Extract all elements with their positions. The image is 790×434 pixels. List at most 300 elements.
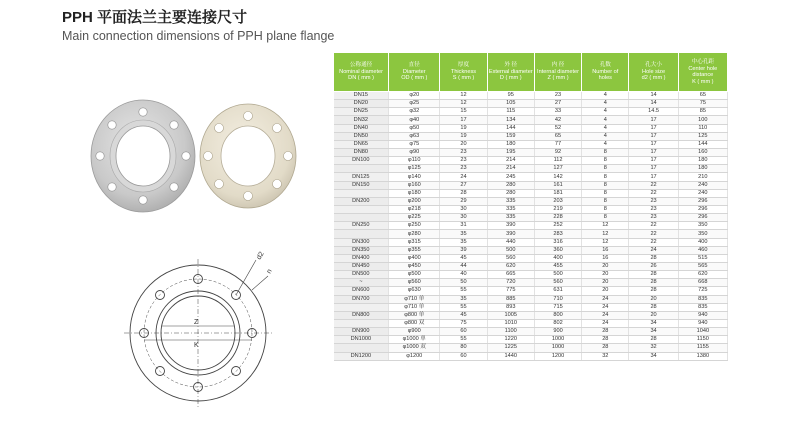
table-cell: 12 xyxy=(582,238,629,246)
nominal-diameter-cell xyxy=(334,230,389,238)
table-cell: 127 xyxy=(534,165,581,173)
nominal-diameter-cell: DN700 xyxy=(334,295,389,303)
table-cell: 8 xyxy=(582,148,629,156)
table-cell: 34 xyxy=(629,352,678,360)
table-cell: φ50 xyxy=(389,124,440,132)
label-k: K xyxy=(194,342,199,349)
table-cell: 715 xyxy=(534,303,581,311)
table-cell: 1155 xyxy=(678,344,727,352)
nominal-diameter-cell: DN65 xyxy=(334,140,389,148)
table-cell: 181 xyxy=(534,189,581,197)
table-cell: 195 xyxy=(487,148,534,156)
table-cell: 65 xyxy=(534,132,581,140)
table-row xyxy=(334,262,728,270)
table-cell: 180 xyxy=(678,157,727,165)
table-cell: 23 xyxy=(440,148,487,156)
column-header xyxy=(334,53,389,92)
table-cell: 8 xyxy=(582,173,629,181)
table-cell: 4 xyxy=(582,140,629,148)
column-header-line: 直径 xyxy=(408,62,420,69)
column-header-line: Z ( mm ) xyxy=(547,75,569,82)
table-cell: 50 xyxy=(440,279,487,287)
table-cell: 8 xyxy=(582,205,629,213)
table-cell: 14.5 xyxy=(629,108,678,116)
table-cell: φ225 xyxy=(389,214,440,222)
nominal-diameter-cell: DN50 xyxy=(334,132,389,140)
table-cell: 14 xyxy=(629,100,678,108)
table-cell: 35 xyxy=(440,238,487,246)
table-cell: 31 xyxy=(440,222,487,230)
table-cell: 144 xyxy=(678,140,727,148)
table-cell: 620 xyxy=(678,271,727,279)
table-row xyxy=(334,132,728,140)
table-cell: φ1200 xyxy=(389,352,440,360)
table-body xyxy=(334,92,728,361)
table-cell: 80 xyxy=(440,344,487,352)
table-row xyxy=(334,287,728,295)
table-cell: 350 xyxy=(678,222,727,230)
table-row xyxy=(334,238,728,246)
table-cell: 28 xyxy=(629,336,678,344)
table-cell: 19 xyxy=(440,132,487,140)
table-cell: φ1000 双 xyxy=(389,344,440,352)
table-cell: 296 xyxy=(678,197,727,205)
table-cell: 16 xyxy=(582,246,629,254)
table-cell: φ1000 单 xyxy=(389,336,440,344)
table-cell: 20 xyxy=(582,279,629,287)
nominal-diameter-cell: DN450 xyxy=(334,262,389,270)
table-cell: 22 xyxy=(629,238,678,246)
table-cell: 14 xyxy=(629,92,678,100)
table-cell: 27 xyxy=(534,100,581,108)
table-cell: 180 xyxy=(487,140,534,148)
table-row xyxy=(334,214,728,222)
table-cell: 8 xyxy=(582,197,629,205)
column-header xyxy=(534,53,581,92)
table-cell: 1100 xyxy=(487,328,534,336)
table-cell: 560 xyxy=(487,254,534,262)
label-d2: d2 xyxy=(255,250,266,261)
table-cell: 35 xyxy=(440,230,487,238)
table-cell: 500 xyxy=(487,246,534,254)
column-header xyxy=(582,53,629,92)
column-header-line: K ( mm ) xyxy=(692,78,714,85)
column-header-line: 内 径 xyxy=(551,62,565,69)
table-cell: 8 xyxy=(582,165,629,173)
table-cell: φ20 xyxy=(389,92,440,100)
nominal-diameter-cell: DN500 xyxy=(334,271,389,279)
table-cell: φ800 单 xyxy=(389,311,440,319)
column-header-line: holes xyxy=(598,75,612,82)
nominal-diameter-cell: DN80 xyxy=(334,148,389,156)
table-cell: 159 xyxy=(487,132,534,140)
table-cell: φ400 xyxy=(389,254,440,262)
table-cell: 23 xyxy=(629,197,678,205)
table-cell: 631 xyxy=(534,287,581,295)
nominal-diameter-cell: DN350 xyxy=(334,246,389,254)
table-row xyxy=(334,140,728,148)
table-cell: 32 xyxy=(582,352,629,360)
table-cell: 28 xyxy=(582,344,629,352)
table-row xyxy=(334,100,728,108)
table-cell: 17 xyxy=(629,124,678,132)
table-cell: 1010 xyxy=(487,319,534,327)
table-cell: 29 xyxy=(440,197,487,205)
table-row xyxy=(334,157,728,165)
table-cell: 203 xyxy=(534,197,581,205)
table-cell: 125 xyxy=(678,132,727,140)
table-cell: φ180 xyxy=(389,189,440,197)
table-cell: 32 xyxy=(629,344,678,352)
table-cell: 20 xyxy=(440,140,487,148)
table-cell: φ560 xyxy=(389,279,440,287)
page-title: PPH 平面法兰主要连接尺寸 xyxy=(62,9,248,26)
table-cell: 900 xyxy=(534,328,581,336)
nominal-diameter-cell: DN25 xyxy=(334,108,389,116)
table-cell: 22 xyxy=(629,222,678,230)
table-cell: 60 xyxy=(440,328,487,336)
column-header-line: OD ( mm ) xyxy=(401,75,428,82)
table-cell: 1150 xyxy=(678,336,727,344)
table-cell: 20 xyxy=(582,287,629,295)
table-cell: 500 xyxy=(534,271,581,279)
flange-technical-drawing xyxy=(124,259,272,407)
table-cell: 8 xyxy=(582,189,629,197)
table-cell: 240 xyxy=(678,181,727,189)
table-cell: φ250 xyxy=(389,222,440,230)
table-cell: 22 xyxy=(629,181,678,189)
dimensions-table xyxy=(333,52,728,361)
table-cell: 4 xyxy=(582,100,629,108)
table-cell: 23 xyxy=(629,214,678,222)
table-cell: 92 xyxy=(534,148,581,156)
table-cell: 42 xyxy=(534,116,581,124)
table-cell: 280 xyxy=(487,181,534,189)
table-cell: 161 xyxy=(534,181,581,189)
table-cell: 134 xyxy=(487,116,534,124)
table-row xyxy=(334,189,728,197)
table-cell: φ500 xyxy=(389,271,440,279)
table-row xyxy=(334,165,728,173)
table-cell: 23 xyxy=(440,157,487,165)
table-cell: 710 xyxy=(534,295,581,303)
table-cell: 17 xyxy=(629,173,678,181)
dimensions-table-container xyxy=(333,52,728,361)
table-cell: 28 xyxy=(582,328,629,336)
table-cell: 28 xyxy=(440,189,487,197)
table-cell: φ200 xyxy=(389,197,440,205)
column-header-line: DN ( mm ) xyxy=(348,75,374,82)
table-header-row xyxy=(334,53,728,92)
table-cell: 8 xyxy=(582,181,629,189)
table-cell: 34 xyxy=(629,328,678,336)
table-row xyxy=(334,197,728,205)
table-cell: 1005 xyxy=(487,311,534,319)
table-cell: φ90 xyxy=(389,148,440,156)
nominal-diameter-cell: DN800 xyxy=(334,311,389,319)
table-cell: 8 xyxy=(582,157,629,165)
nominal-diameter-cell xyxy=(334,205,389,213)
table-cell: φ125 xyxy=(389,165,440,173)
column-header-line: Hole size xyxy=(642,68,666,75)
table-row xyxy=(334,295,728,303)
table-cell: 4 xyxy=(582,124,629,132)
table-cell: 1380 xyxy=(678,352,727,360)
table-cell: 400 xyxy=(678,238,727,246)
table-cell: 17 xyxy=(629,132,678,140)
table-cell: 23 xyxy=(440,165,487,173)
table-cell: 17 xyxy=(629,116,678,124)
table-cell: 335 xyxy=(487,214,534,222)
nominal-diameter-cell xyxy=(334,165,389,173)
table-cell: 24 xyxy=(582,303,629,311)
table-cell: 52 xyxy=(534,124,581,132)
table-cell: 1200 xyxy=(534,352,581,360)
table-cell: 17 xyxy=(629,148,678,156)
nominal-diameter-cell xyxy=(334,303,389,311)
table-cell: 17 xyxy=(629,157,678,165)
table-cell: 20 xyxy=(629,311,678,319)
table-cell: φ710 单 xyxy=(389,303,440,311)
table-cell: 12 xyxy=(582,230,629,238)
table-row xyxy=(334,173,728,181)
table-cell: 160 xyxy=(678,148,727,156)
table-row xyxy=(334,279,728,287)
table-cell: φ900 xyxy=(389,328,440,336)
nominal-diameter-cell xyxy=(334,214,389,222)
table-cell: 455 xyxy=(534,262,581,270)
table-cell: 30 xyxy=(440,214,487,222)
table-cell: 77 xyxy=(534,140,581,148)
table-cell: 26 xyxy=(629,262,678,270)
table-cell: 245 xyxy=(487,173,534,181)
table-cell: 75 xyxy=(440,319,487,327)
table-cell: 23 xyxy=(534,92,581,100)
table-row xyxy=(334,108,728,116)
table-cell: 105 xyxy=(487,100,534,108)
table-cell: 725 xyxy=(678,287,727,295)
table-cell: φ315 xyxy=(389,238,440,246)
column-header-line: S ( mm ) xyxy=(452,75,475,82)
table-cell: 296 xyxy=(678,205,727,213)
table-cell: 28 xyxy=(582,336,629,344)
table-cell: 560 xyxy=(534,279,581,287)
nominal-diameter-cell: DN400 xyxy=(334,254,389,262)
table-cell: 40 xyxy=(440,271,487,279)
table-cell: φ800 双 xyxy=(389,319,440,327)
table-cell: 17 xyxy=(440,116,487,124)
table-cell: 665 xyxy=(487,271,534,279)
table-cell: 55 xyxy=(440,303,487,311)
table-cell: 350 xyxy=(678,230,727,238)
table-cell: 390 xyxy=(487,222,534,230)
table-cell: 565 xyxy=(678,262,727,270)
table-row xyxy=(334,344,728,352)
table-cell: φ710 单 xyxy=(389,295,440,303)
table-cell: 55 xyxy=(440,336,487,344)
table-cell: 360 xyxy=(534,246,581,254)
column-header-line: Nominal diameter xyxy=(339,68,383,75)
table-cell: φ25 xyxy=(389,100,440,108)
nominal-diameter-cell: DN1000 xyxy=(334,336,389,344)
table-cell: 24 xyxy=(582,311,629,319)
table-cell: 835 xyxy=(678,303,727,311)
table-cell: 44 xyxy=(440,262,487,270)
table-cell: 252 xyxy=(534,222,581,230)
table-cell: 24 xyxy=(582,295,629,303)
table-cell: 940 xyxy=(678,319,727,327)
nominal-diameter-cell: DN300 xyxy=(334,238,389,246)
table-cell: 1040 xyxy=(678,328,727,336)
column-header xyxy=(440,53,487,92)
table-row xyxy=(334,148,728,156)
page-subtitle: Main connection dimensions of PPH plane flange xyxy=(62,29,335,43)
column-header-line: 厚度 xyxy=(457,62,470,69)
nominal-diameter-cell: DN100 xyxy=(334,157,389,165)
table-cell: φ160 xyxy=(389,181,440,189)
nominal-diameter-cell: DN40 xyxy=(334,124,389,132)
table-cell: 280 xyxy=(487,189,534,197)
table-cell: φ40 xyxy=(389,116,440,124)
table-cell: 28 xyxy=(629,303,678,311)
table-row xyxy=(334,246,728,254)
table-row xyxy=(334,271,728,279)
nominal-diameter-cell xyxy=(334,189,389,197)
table-row xyxy=(334,336,728,344)
table-cell: 39 xyxy=(440,246,487,254)
table-row xyxy=(334,303,728,311)
table-cell: 110 xyxy=(678,124,727,132)
table-row xyxy=(334,319,728,327)
table-row xyxy=(334,124,728,132)
table-cell: φ450 xyxy=(389,262,440,270)
table-cell: 95 xyxy=(487,92,534,100)
nominal-diameter-cell xyxy=(334,344,389,352)
column-header xyxy=(629,53,678,92)
table-cell: φ280 xyxy=(389,230,440,238)
table-cell: 775 xyxy=(487,287,534,295)
table-row xyxy=(334,328,728,336)
table-cell: 20 xyxy=(582,271,629,279)
table-cell: 17 xyxy=(629,140,678,148)
table-cell: 12 xyxy=(440,100,487,108)
table-cell: 20 xyxy=(629,295,678,303)
table-cell: 75 xyxy=(678,100,727,108)
column-header xyxy=(678,53,727,92)
column-header-line: 外 径 xyxy=(504,62,518,69)
table-cell: 240 xyxy=(678,189,727,197)
nominal-diameter-cell: DN900 xyxy=(334,328,389,336)
table-cell: 12 xyxy=(582,222,629,230)
table-cell: 45 xyxy=(440,311,487,319)
column-header-line: Internal diameter xyxy=(537,68,580,75)
nominal-diameter-cell: DN32 xyxy=(334,116,389,124)
table-cell: 440 xyxy=(487,238,534,246)
table-cell: φ630 xyxy=(389,287,440,295)
table-cell: 1220 xyxy=(487,336,534,344)
table-row xyxy=(334,181,728,189)
table-cell: 390 xyxy=(487,230,534,238)
column-header-line: Diameter xyxy=(402,68,426,75)
table-cell: 296 xyxy=(678,214,727,222)
table-cell: 1000 xyxy=(534,336,581,344)
table-cell: 24 xyxy=(629,246,678,254)
table-cell: 30 xyxy=(440,205,487,213)
table-cell: 28 xyxy=(629,287,678,295)
column-header-line: D ( mm ) xyxy=(499,75,522,82)
table-cell: 515 xyxy=(678,254,727,262)
table-cell: φ63 xyxy=(389,132,440,140)
table-cell: 180 xyxy=(678,165,727,173)
table-cell: 15 xyxy=(440,108,487,116)
nominal-diameter-cell: DN20 xyxy=(334,100,389,108)
table-row xyxy=(334,116,728,124)
table-cell: 28 xyxy=(629,271,678,279)
table-cell: 28 xyxy=(629,279,678,287)
table-cell: 620 xyxy=(487,262,534,270)
table-cell: 4 xyxy=(582,92,629,100)
table-cell: 4 xyxy=(582,116,629,124)
nominal-diameter-cell: DN600 xyxy=(334,287,389,295)
table-cell: 23 xyxy=(629,205,678,213)
table-row xyxy=(334,230,728,238)
column-header xyxy=(389,53,440,92)
nominal-diameter-cell: DN15 xyxy=(334,92,389,100)
table-cell: 1440 xyxy=(487,352,534,360)
table-cell: 8 xyxy=(582,214,629,222)
table-row xyxy=(334,352,728,360)
table-cell: 335 xyxy=(487,205,534,213)
table-row xyxy=(334,92,728,100)
table-cell: 940 xyxy=(678,311,727,319)
column-header-line: Center hole distance xyxy=(688,65,718,78)
label-n: n xyxy=(265,268,274,275)
flange-photo-cream xyxy=(200,104,296,208)
table-cell: 214 xyxy=(487,165,534,173)
column-header-line: Number of xyxy=(592,68,619,75)
table-cell: 668 xyxy=(678,279,727,287)
nominal-diameter-cell: DN250 xyxy=(334,222,389,230)
column-header-line: d2 ( mm ) xyxy=(641,75,666,82)
nominal-diameter-cell xyxy=(334,319,389,327)
table-cell: 22 xyxy=(629,230,678,238)
table-cell: 835 xyxy=(678,295,727,303)
table-row xyxy=(334,222,728,230)
table-cell: 1225 xyxy=(487,344,534,352)
column-header-line: 孔大小 xyxy=(645,62,662,69)
table-cell: φ110 xyxy=(389,157,440,165)
nominal-diameter-cell: DN200 xyxy=(334,197,389,205)
table-cell: 33 xyxy=(534,108,581,116)
table-cell: 28 xyxy=(629,254,678,262)
table-cell: 35 xyxy=(440,295,487,303)
column-header-line: 中心孔距 xyxy=(691,59,715,65)
table-cell: 22 xyxy=(629,189,678,197)
nominal-diameter-cell: DN125 xyxy=(334,173,389,181)
table-cell: 60 xyxy=(440,352,487,360)
table-cell: 20 xyxy=(582,262,629,270)
table-cell: φ355 xyxy=(389,246,440,254)
table-row xyxy=(334,254,728,262)
table-cell: 55 xyxy=(440,287,487,295)
table-cell: 400 xyxy=(534,254,581,262)
table-cell: 17 xyxy=(629,165,678,173)
table-cell: 210 xyxy=(678,173,727,181)
column-header xyxy=(487,53,534,92)
table-cell: 4 xyxy=(582,132,629,140)
table-cell: 27 xyxy=(440,181,487,189)
table-cell: 800 xyxy=(534,311,581,319)
